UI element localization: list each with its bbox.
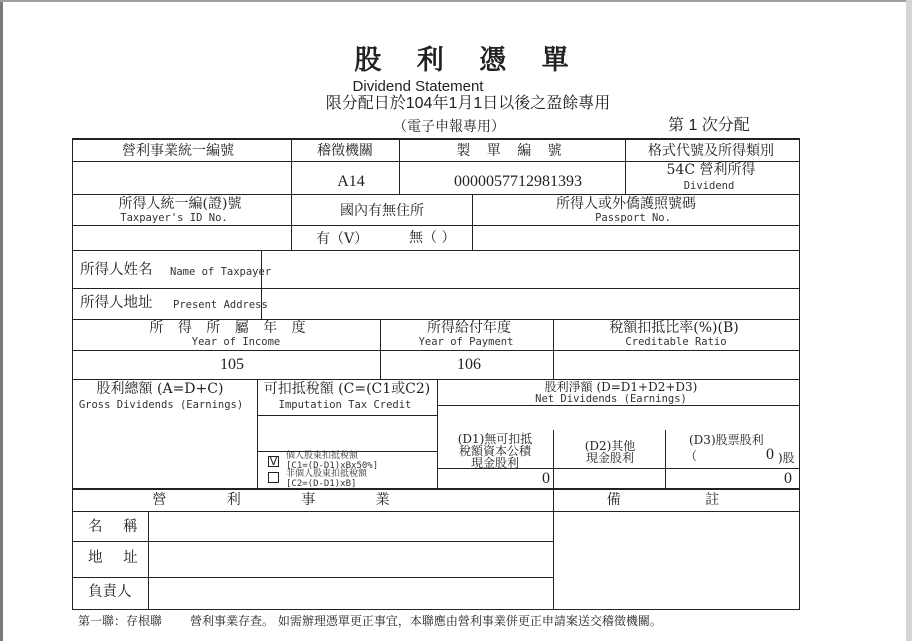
c1-formula: [C1=(D-D1)xBx50%]: [286, 461, 379, 471]
payment-year-en: Year of Payment: [418, 336, 514, 348]
table-right-border: [799, 138, 800, 609]
responsible-person-label: 負責人: [88, 584, 132, 600]
row-line: [72, 577, 554, 578]
business-name-label: 名 稱: [88, 519, 146, 535]
row-line: [72, 250, 800, 251]
table-top-border: [72, 138, 800, 140]
remarks-label: 備 註: [606, 492, 760, 508]
c2-checkbox[interactable]: [268, 472, 279, 483]
c1-checkbox[interactable]: V: [269, 455, 278, 468]
passport-label: 所得人或外僑護照號碼: [556, 196, 696, 212]
income-year-label: 所 得 所 屬 年 度: [149, 320, 311, 336]
table-left-border: [72, 138, 73, 609]
taxpayer-id-en: Taxpayer's ID No.: [120, 212, 228, 224]
passport-en: Passport No.: [595, 212, 671, 224]
payment-year-value: 106: [457, 356, 481, 373]
taxpayer-address-label: 所得人地址: [80, 295, 153, 311]
d2-label-line1: (D2)其他: [584, 439, 636, 453]
col-line: [625, 138, 626, 194]
business-id-label: 營利事業統一編號: [122, 143, 234, 159]
footer-note: 營利事業存查。 如需辦理憑單更正事宜，本聯應由營利事業併更正申請案送交稽徵機關。: [190, 614, 662, 628]
tax-office-label: 稽徵機關: [317, 143, 373, 159]
taxpayer-id-label: 所得人統一編(證)號: [118, 196, 242, 212]
copy-label: 第一聯：存根聯: [78, 614, 163, 628]
col-line: [553, 319, 554, 379]
tax-office-value: A14: [337, 173, 365, 190]
row-line: [72, 511, 800, 512]
col-line: [553, 489, 554, 609]
net-dividends-label: 股利淨額 (D=D1+D2+D3): [544, 380, 698, 394]
distribution-count: 第 1 次分配: [668, 117, 750, 134]
d2-label-line2: 現金股利: [585, 451, 635, 465]
row-line: [72, 288, 800, 289]
d3-label: (D3)股票股利: [689, 433, 764, 447]
col-line: [437, 379, 438, 489]
income-year-value: 105: [220, 356, 244, 373]
format-code-value: 54C 營利所得: [666, 162, 756, 178]
col-line: [148, 511, 149, 609]
d3-value: 0: [784, 470, 792, 487]
format-code-label: 格式代號及所得類別: [648, 143, 774, 159]
col-line: [291, 194, 292, 250]
col-line: [399, 138, 400, 194]
row-line: [72, 194, 800, 195]
col-line: [665, 430, 666, 489]
payment-year-label: 所得給付年度: [427, 320, 511, 336]
form-subtitle-zh: 限分配日於104年1月1日以後之盈餘專用: [325, 95, 611, 112]
col-line: [291, 138, 292, 194]
row-line: [437, 405, 800, 406]
format-code-en: Dividend: [683, 180, 735, 192]
doc-number-value: 0000057712981393: [454, 173, 582, 190]
d3-shares-value: 0: [766, 446, 774, 463]
row-line: [72, 541, 554, 542]
taxpayer-name-label: 所得人姓名: [80, 262, 153, 278]
d3-unit: )股: [778, 451, 795, 465]
form-title: 股 利 憑 單: [354, 45, 582, 76]
electronic-filing-note: （電子申報專用）: [393, 119, 505, 135]
net-dividends-en: Net Dividends (Earnings): [535, 393, 687, 405]
gross-dividends-en: Gross Dividends (Earnings): [78, 399, 244, 411]
doc-number-label: 製 單 編 號: [456, 143, 568, 159]
d1-label-line3: 現金股利: [470, 456, 520, 470]
c2-formula: [C2=(D-D1)xB]: [286, 479, 357, 489]
table-bottom-border: [72, 609, 800, 610]
row-line: [72, 488, 800, 490]
c2-label: 非個人股東扣抵稅額: [286, 469, 368, 479]
business-section-label: 營 利 事 業: [152, 492, 418, 508]
taxpayer-address-en: Present Address: [173, 299, 268, 311]
row-line: [257, 415, 437, 416]
residence-label: 國內有無住所: [340, 203, 424, 219]
business-address-label: 地 址: [88, 550, 146, 566]
col-line: [380, 319, 381, 379]
imputation-tax-en: Imputation Tax Credit: [278, 399, 412, 411]
row-line: [72, 350, 800, 351]
gross-dividends-label: 股利總額 (A=D+C): [96, 381, 224, 397]
col-line: [553, 430, 554, 489]
d1-value: 0: [542, 470, 550, 487]
imputation-tax-label: 可扣抵稅額 (C=(C1或C2): [263, 381, 431, 397]
col-line: [257, 379, 258, 489]
taxpayer-name-en: Name of Taxpayer: [170, 266, 272, 278]
col-line: [472, 194, 473, 250]
d3-open-paren: （: [685, 449, 698, 463]
c1-label: 個人股東扣抵稅額: [286, 451, 359, 461]
creditable-ratio-en: Creditable Ratio: [625, 336, 727, 348]
d1-label-line2: 稅額資本公積: [458, 444, 532, 458]
residence-yes: 有（V）: [316, 231, 369, 247]
d1-label-line1: (D1)無可扣抵: [457, 432, 533, 446]
row-line: [72, 225, 800, 226]
creditable-ratio-label: 稅額扣抵比率(%)(B): [609, 320, 739, 336]
income-year-en: Year of Income: [191, 336, 281, 348]
form-subtitle-en: Dividend Statement: [352, 78, 484, 95]
residence-no: 無（ ）: [409, 230, 456, 246]
